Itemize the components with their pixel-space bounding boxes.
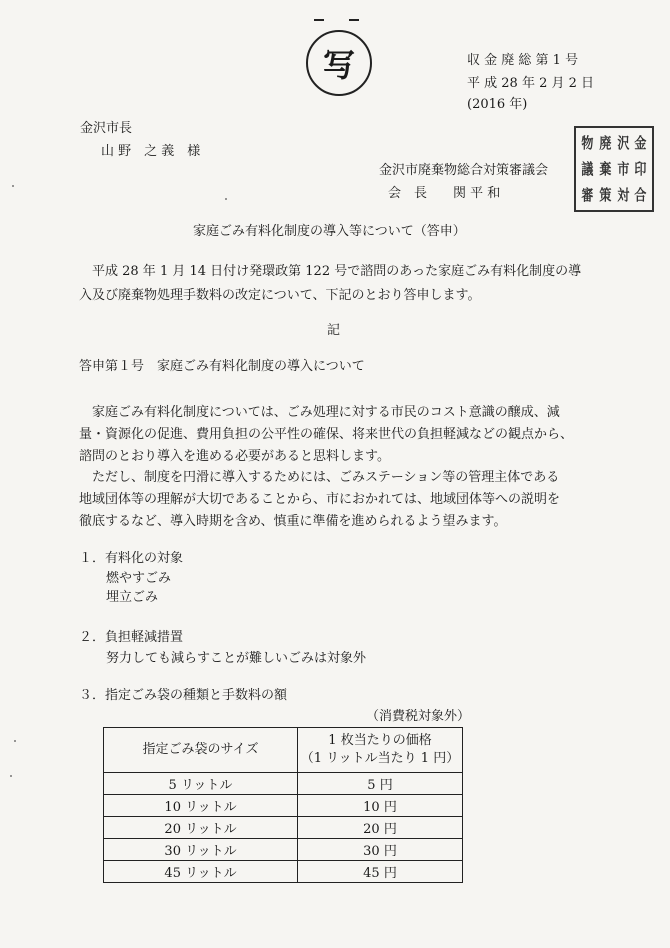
row-price: 20 円 [298, 817, 463, 839]
item-3-heading: ３．指定ごみ袋の種類と手数料の額 [79, 688, 288, 703]
row-price: 45 円 [298, 861, 463, 883]
table-row [104, 795, 463, 817]
stamp-tick-right [349, 19, 359, 21]
row-price: 5 円 [298, 773, 463, 795]
body-p2-line-3: 徹底するなど、導入時期を含め、慎重に準備を進められるよう望みます。 [79, 514, 507, 529]
item-2-heading: ２．負担軽減措置 [79, 630, 184, 645]
scan-speck [12, 185, 14, 187]
table-header-row [104, 728, 463, 773]
seal-char: 市 [616, 159, 629, 178]
scan-speck [225, 198, 227, 200]
item-1-line-1: 燃やすごみ [106, 571, 172, 586]
body-p2-line-2: 地域団体等の理解が大切であることから、市におかれては、地域団体等への説明を [79, 492, 561, 507]
table-row [104, 817, 463, 839]
header-price [298, 728, 463, 773]
table-row [104, 861, 463, 883]
seal-char: 策 [599, 185, 612, 204]
seal-char: 物 [581, 134, 594, 153]
fee-table-note: （消費税対象外） [366, 709, 471, 724]
body-p1-line-2: 量・資源化の促進、費用負担の公平性の確保、将来世代の負担軽減などの観点から、 [79, 427, 574, 442]
sender-organization: 金沢市廃棄物総合対策審議会 [379, 163, 549, 178]
doc-number: 収 金 廃 総 第 1 号 [467, 53, 579, 68]
document-title: 家庭ごみ有料化制度の導入等について（答申） [193, 224, 466, 239]
official-seal [574, 126, 654, 212]
row-size: 30 リットル [104, 839, 298, 861]
seal-char: 棄 [599, 159, 612, 178]
row-size: 20 リットル [104, 817, 298, 839]
fee-table [103, 727, 463, 883]
copy-stamp [306, 30, 372, 96]
intro-line-1: 平成 28 年 1 月 14 日付け発環政第 122 号で諮問のあった家庭ごみ有料化制度の導 [92, 264, 582, 279]
header-price-line-2: （1 リットル当たり 1 円） [300, 751, 460, 766]
row-size: 10 リットル [104, 795, 298, 817]
seal-char: 印 [634, 159, 647, 178]
body-p1-line-1: 家庭ごみ有料化制度については、ごみ処理に対する市民のコスト意識の醸成、減 [92, 405, 560, 420]
section-heading: 答申第１号 家庭ごみ有料化制度の導入について [79, 359, 365, 374]
seal-char: 合 [634, 185, 647, 204]
stamp-tick-left [314, 19, 324, 21]
intro-line-2: 入及び廃棄物処理手数料の改定について、下記のとおり答申します。 [79, 288, 481, 303]
doc-year-note: (2016 年) [467, 97, 528, 112]
item-2-line-1: 努力しても減らすことが難しいごみは対象外 [106, 651, 367, 666]
addressee-name: 山 野 之 義 様 [101, 144, 201, 159]
ki-heading: 記 [327, 323, 341, 338]
seal-char: 金 [634, 134, 647, 153]
copy-stamp-char: 写 [322, 46, 355, 84]
seal-char: 廃 [599, 134, 612, 153]
header-price-line-1: 1 枚当たりの価格 [328, 733, 432, 748]
addressee-title: 金沢市長 [80, 121, 133, 136]
seal-char: 議 [581, 159, 594, 178]
item-1-line-2: 埋立ごみ [106, 590, 159, 605]
doc-date: 平 成 28 年 2 月 2 日 [467, 76, 595, 91]
header-size: 指定ごみ袋のサイズ [104, 728, 298, 773]
row-size: 5 リットル [104, 773, 298, 795]
row-price: 10 円 [298, 795, 463, 817]
seal-char: 沢 [616, 134, 629, 153]
row-price: 30 円 [298, 839, 463, 861]
table-row [104, 839, 463, 861]
body-p1-line-3: 諮問のとおり導入を進める必要があると思料します。 [79, 449, 390, 464]
seal-char: 対 [616, 185, 629, 204]
body-p2-line-1: ただし、制度を円滑に導入するためには、ごみステーション等の管理主体である [92, 470, 560, 485]
table-row [104, 773, 463, 795]
sender-role-name: 会 長 関 平 和 [388, 186, 501, 201]
scan-speck [10, 775, 12, 777]
seal-char: 審 [581, 185, 594, 204]
scan-speck [14, 740, 16, 742]
item-1-heading: １．有料化の対象 [79, 551, 184, 566]
row-size: 45 リットル [104, 861, 298, 883]
